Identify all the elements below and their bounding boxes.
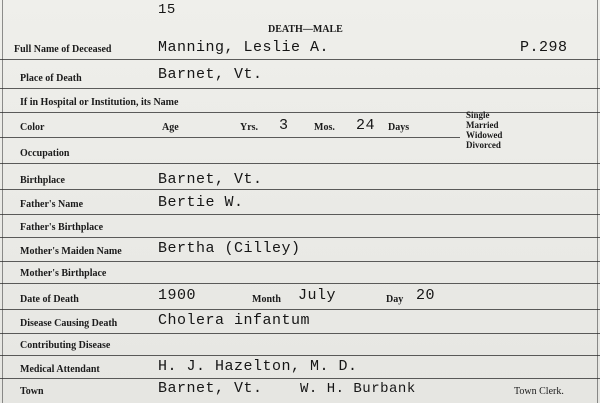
left-edge-line	[2, 0, 3, 403]
date-of-death-label: Date of Death	[20, 294, 79, 305]
full-name-value: Manning, Leslie A.	[158, 39, 330, 56]
age-label: Age	[162, 122, 179, 133]
rule-7	[0, 214, 600, 215]
rule-1	[0, 59, 600, 60]
full-name-label: Full Name of Deceased	[14, 44, 112, 55]
marital-status-options	[466, 110, 502, 150]
town-clerk-label: Town Clerk.	[514, 386, 564, 397]
rule-10	[0, 283, 600, 284]
months-label: Mos.	[314, 122, 335, 133]
place-of-death-label: Place of Death	[20, 73, 82, 84]
contributing-disease-label: Contributing Disease	[20, 340, 111, 351]
marital-option-married: Married	[466, 120, 499, 130]
rule-9	[0, 261, 600, 262]
rule-5	[0, 163, 600, 164]
town-label: Town	[20, 386, 44, 397]
place-of-death-value: Barnet, Vt.	[158, 66, 263, 83]
days-label: Days	[388, 122, 410, 133]
rule-11	[0, 309, 600, 310]
birthplace-value: Barnet, Vt.	[158, 171, 263, 188]
fathers-name-label: Father's Name	[20, 199, 84, 210]
rule-14	[0, 378, 600, 379]
mothers-maiden-name-label: Mother's Maiden Name	[20, 246, 122, 257]
marital-option-single: Single	[466, 110, 490, 120]
age-years-value: 3	[279, 117, 289, 134]
marital-option-divorced: Divorced	[466, 140, 501, 150]
rule-13	[0, 355, 600, 356]
page-reference: P.298	[520, 39, 568, 56]
fathers-birthplace-label: Father's Birthplace	[20, 222, 104, 233]
month-label: Month	[252, 294, 281, 305]
day-of-death-value: 20	[416, 287, 436, 304]
right-edge-line	[597, 0, 598, 403]
town-value: Barnet, Vt.	[158, 380, 263, 397]
day-label: Day	[386, 294, 404, 305]
card-number: 15	[158, 2, 176, 18]
town-clerk-name: W. H. Burbank	[300, 381, 416, 397]
birthplace-label: Birthplace	[20, 175, 65, 186]
rule-8	[0, 237, 600, 238]
fathers-name-value: Bertie W.	[158, 194, 244, 211]
occupation-label: Occupation	[20, 148, 70, 159]
rule-6	[0, 189, 600, 190]
hospital-label: If in Hospital or Institution, its Name	[20, 97, 179, 108]
rule-3	[0, 112, 600, 113]
mothers-birthplace-label: Mother's Birthplace	[20, 268, 107, 279]
age-months-value: 24	[356, 117, 376, 134]
rule-2	[0, 88, 600, 89]
medical-attendant-value: H. J. Hazelton, M. D.	[158, 358, 358, 375]
disease-value: Cholera infantum	[158, 312, 311, 329]
rule-4	[0, 137, 460, 138]
marital-option-widowed: Widowed	[466, 130, 503, 140]
color-label: Color	[20, 122, 45, 133]
year-of-death-value: 1900	[158, 287, 197, 304]
month-of-death-value: July	[298, 287, 337, 304]
mothers-maiden-name-value: Bertha (Cilley)	[158, 240, 301, 257]
card-heading: DEATH—MALE	[268, 24, 343, 35]
medical-attendant-label: Medical Attendant	[20, 364, 100, 375]
years-label: Yrs.	[240, 122, 259, 133]
disease-label: Disease Causing Death	[20, 318, 118, 329]
rule-12	[0, 333, 600, 334]
